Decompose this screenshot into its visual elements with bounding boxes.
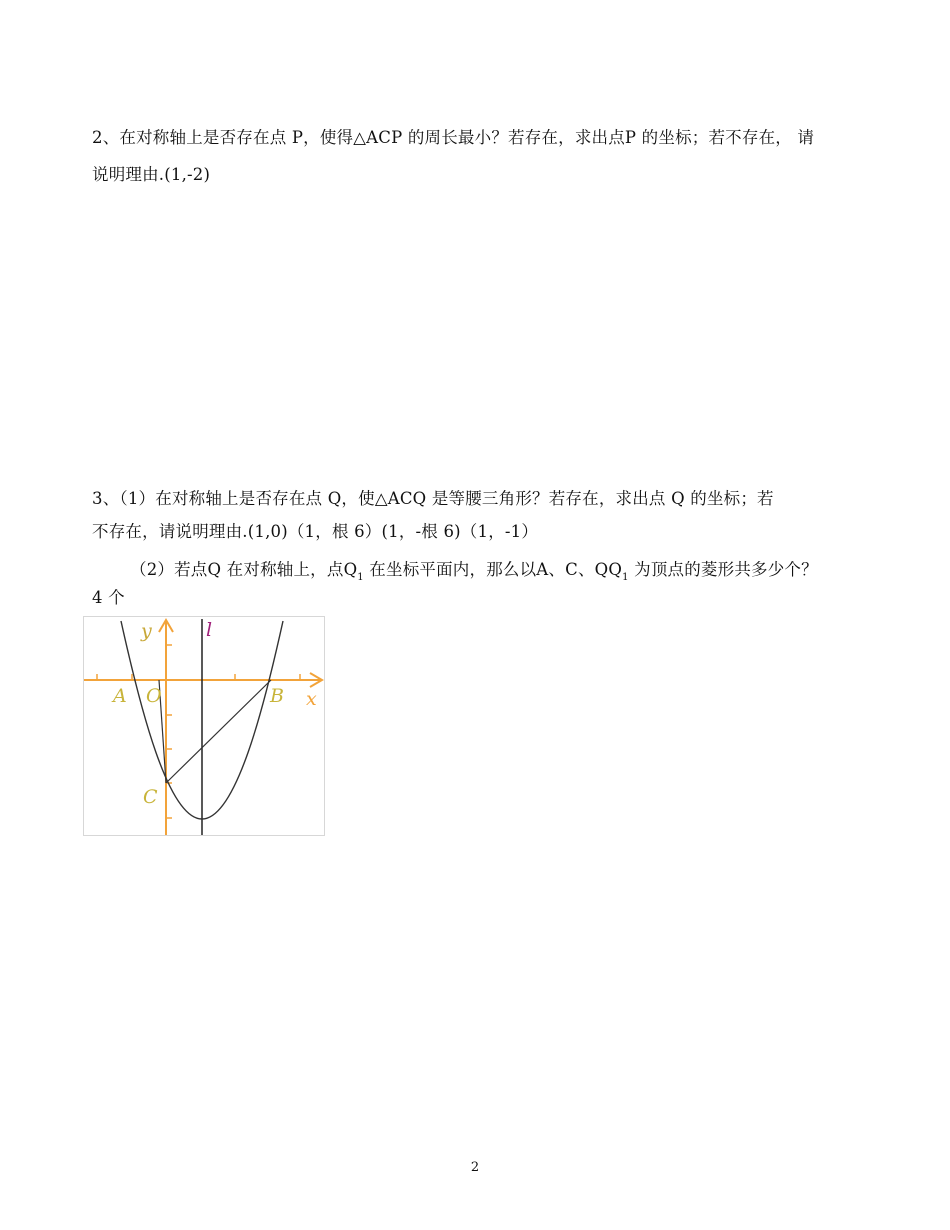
- q3-line3-part1: （2）若点Q 在对称轴上，点Q: [130, 560, 358, 579]
- label-l: l: [206, 619, 213, 641]
- label-o: O: [146, 685, 162, 707]
- page-number: 2: [470, 1160, 480, 1175]
- parabola-diagram: [84, 617, 324, 835]
- q3-text-line4: 4 个: [92, 588, 125, 607]
- q3-text-line3: [130, 556, 818, 583]
- q3-text-line1: 3、（1）在对称轴上是否存在点 Q，使△ACQ 是等腰三角形？若存在，求出点 Q 的坐标；若: [92, 489, 774, 508]
- label-c: C: [143, 786, 158, 808]
- q3-line3-part3: 为顶点的菱形共多少个？: [628, 560, 818, 579]
- q3-line3-subscript2: 1: [622, 572, 629, 583]
- q3-line3-part2: 在坐标平面内，那么以A、C、QQ: [363, 560, 623, 579]
- parabola-figure: [83, 616, 325, 836]
- label-a: A: [113, 685, 127, 707]
- q2-text-line2: 说明理由.(1,-2): [92, 165, 211, 184]
- q3-line3-subscript1: 1: [357, 572, 364, 583]
- q2-text-line1: 2、在对称轴上是否存在点 P，使得△ACP 的周长最小？若存在，求出点P 的坐标；若不存在， 请: [92, 128, 815, 147]
- label-b: B: [270, 685, 284, 707]
- label-x: x: [306, 688, 317, 710]
- label-y: y: [141, 620, 152, 642]
- q3-text-line2: 不存在，请说明理由.(1,0)（1，根 6）(1，-根 6)（1，-1）: [92, 522, 539, 541]
